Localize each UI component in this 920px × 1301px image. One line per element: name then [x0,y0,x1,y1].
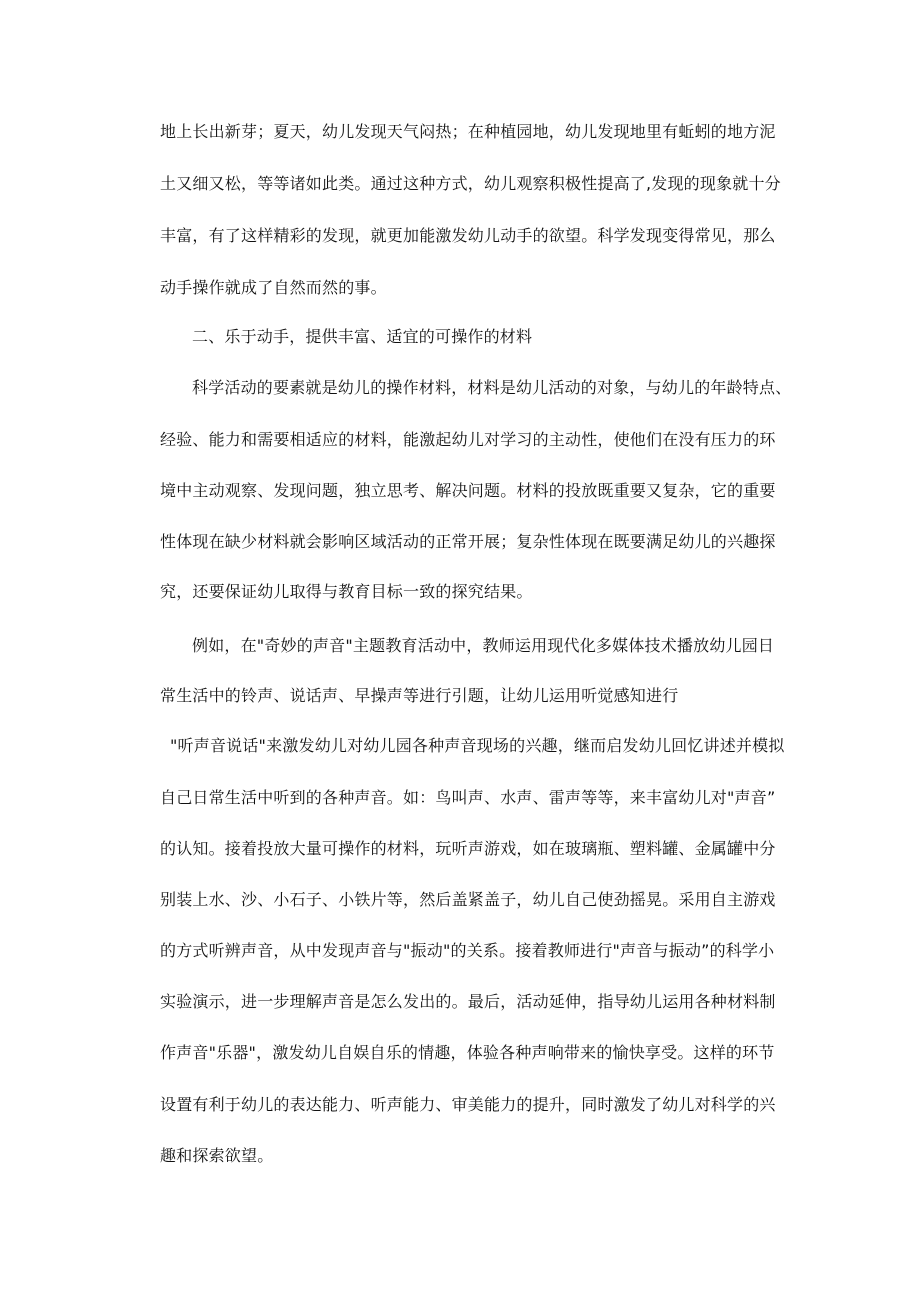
paragraph-2-line-3: 境中主动观察、发现问题，独立思考、解决问题。材料的投放既重要又复杂，它的重要 [160,481,776,500]
section-heading: 二、乐于动手，提供丰富、适宜的可操作的材料 [192,327,533,346]
paragraph-3-line-5: 的认知。接着投放大量可操作的材料，玩听声游戏，如在玻璃瓶、塑料罐、金属罐中分 [160,839,776,858]
paragraph-3-line-2: 常生活中的铃声、说话声、早操声等进行引题，让幼儿运用听觉感知进行 [160,686,679,705]
paragraph-1-line-3: 丰富，有了这样精彩的发现，就更加能激发幼儿动手的欲望。科学发现变得常见，那么 [160,226,776,245]
paragraph-1-line-4: 动手操作就成了自然而然的事。 [160,278,387,297]
paragraph-3-line-7: 的方式听辨声音，从中发现声音与"振动"的关系。接着教师进行"声音与振动”的科学小 [160,941,775,960]
paragraph-3-line-3: "听声音说话"来激发幼儿对幼儿园各种声音现场的兴趣，继而启发幼儿回忆讲述并模拟 [170,736,785,755]
paragraph-3-line-11: 趣和探索欲望。 [160,1146,274,1165]
paragraph-3-line-9: 作声音"乐器"，激发幼儿自娱自乐的情趣，体验各种声响带来的愉快享受。这样的环节 [160,1043,775,1062]
paragraph-2-line-5: 究，还要保证幼儿取得与教育目标一致的探究结果。 [160,582,533,601]
paragraph-2-line-4: 性体现在缺少材料就会影响区域活动的正常开展；复杂性体现在既要满足幼儿的兴趣探 [160,532,776,551]
paragraph-3-line-1: 例如，在"奇妙的声音"主题教育活动中，教师运用现代化多媒体技术播放幼儿园日 [192,636,775,655]
paragraph-3-line-4: 自己日常生活中听到的各种声音。如：鸟叫声、水声、雷声等等，来丰富幼儿对"声音” [160,788,776,807]
paragraph-1-line-1: 地上长出新芽；夏天，幼儿发现天气闷热；在种植园地，幼儿发现地里有蚯蚓的地方泥 [160,122,776,141]
paragraph-2-line-2: 经验、能力和需要相适应的材料，能激起幼儿对学习的主动性，使他们在没有压力的环 [160,430,776,449]
paragraph-3-line-10: 设置有利于幼儿的表达能力、听声能力、审美能力的提升，同时激发了幼儿对科学的兴 [160,1095,776,1114]
paragraph-1-line-2: 土又细又松，等等诸如此类。通过这种方式，幼儿观察积极性提高了,发现的现象就十分 [160,174,781,193]
paragraph-2-line-1: 科学活动的要素就是幼儿的操作材料，材料是幼儿活动的对象，与幼儿的年龄特点、 [192,378,792,397]
paragraph-3-line-6: 别装上水、沙、小石子、小铁片等，然后盖紧盖子，幼儿自己使劲摇晃。采用自主游戏 [160,890,776,909]
paragraph-3-line-8: 实验演示，进一步理解声音是怎么发出的。最后，活动延伸，指导幼儿运用各种材料制 [160,992,776,1011]
